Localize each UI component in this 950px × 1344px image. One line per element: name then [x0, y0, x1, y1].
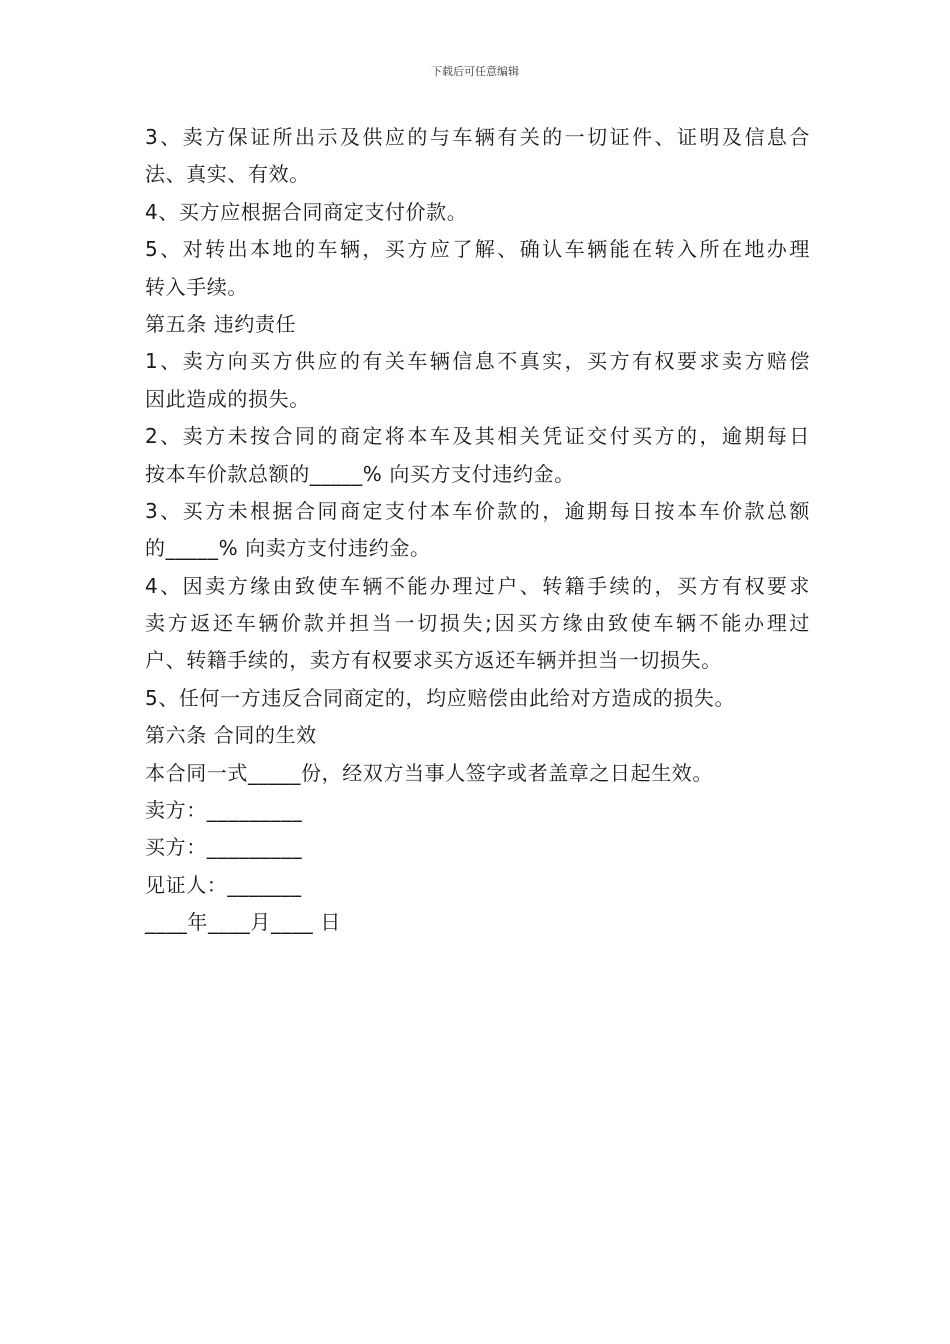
clause-line: 5、任何一方违反合同商定的，均应赔偿由此给对方造成的损失。: [145, 685, 736, 710]
clause-line: 因此造成的损失。: [145, 386, 310, 411]
clause-line: 4、因卖方缘由致使车辆不能办理过户、转籍手续的，买方有权要求: [145, 573, 810, 598]
clause-line: 按本车价款总额的_____% 向买方支付违约金。: [145, 461, 575, 486]
clause-line: 3、买方未根据合同商定支付本车价款的，逾期每日按本车价款总额: [145, 498, 810, 523]
document-body: [145, 119, 810, 942]
clause-line: 法、真实、有效。: [145, 162, 310, 187]
section-heading: 第五条 违约责任: [145, 311, 297, 336]
clause-line: 4、买方应根据合同商定支付价款。: [145, 199, 468, 224]
witness-signature-line: 见证人：_______: [145, 872, 302, 897]
date-line: ____年____月____ 日: [145, 910, 341, 935]
clause-line: 本合同一式_____份，经双方当事人签字或者盖章之日起生效。: [145, 760, 713, 785]
page-header: 下载后可任意编辑: [431, 65, 519, 78]
clause-line: 1、卖方向买方供应的有关车辆信息不真实，买方有权要求卖方赔偿: [145, 349, 810, 374]
clause-line: 3、卖方保证所出示及供应的与车辆有关的一切证件、证明及信息合: [145, 125, 810, 149]
clause-line: 卖方返还车辆价款并担当一切损失;因买方缘由致使车辆不能办理过: [145, 611, 810, 636]
clause-line: 5、对转出本地的车辆，买方应了解、确认车辆能在转入所在地办理: [145, 237, 810, 262]
clause-line: 转入手续。: [145, 274, 248, 299]
clause-line: 2、卖方未按合同的商定将本车及其相关凭证交付买方的，逾期每日: [145, 424, 810, 449]
seller-signature-line: 卖方：_________: [145, 798, 303, 823]
clause-line: 户、转籍手续的，卖方有权要求买方返还车辆并担当一切损失。: [145, 648, 722, 673]
buyer-signature-line: 买方：_________: [145, 835, 303, 860]
section-heading: 第六条 合同的生效: [145, 723, 317, 748]
clause-line: 的_____% 向卖方支付违约金。: [145, 536, 431, 561]
